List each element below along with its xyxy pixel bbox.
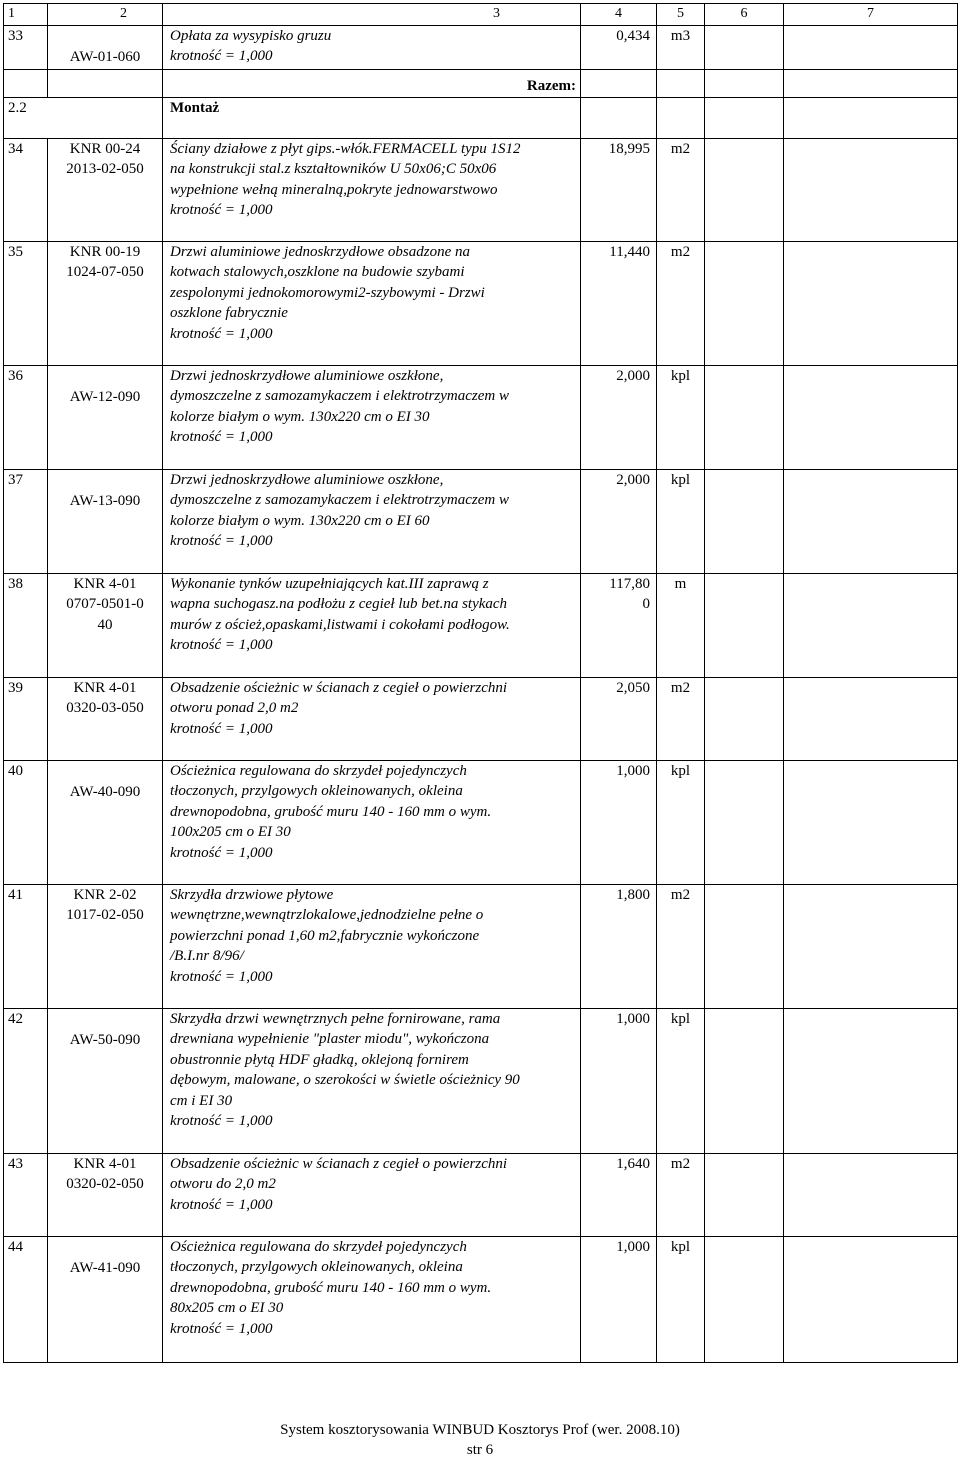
description-line: kolorze białym o wym. 130x220 cm o EI 30 bbox=[170, 408, 430, 425]
description-line: wapna suchogasz.na podłożu z cegieł lub bet.na stykach bbox=[170, 596, 508, 612]
col-number: 1 bbox=[4, 4, 48, 26]
value-cell bbox=[784, 241, 958, 365]
col-number: 7 bbox=[784, 4, 958, 26]
value-cell bbox=[784, 677, 958, 760]
value-cell bbox=[784, 469, 958, 573]
value-cell bbox=[784, 138, 958, 241]
code-line: 1024-07-050 bbox=[66, 264, 144, 280]
description-line: murów z oścież,opaskami,listwami i cokołami podłogow. bbox=[170, 616, 510, 633]
code-line: AW-12-090 bbox=[69, 388, 141, 405]
item-description bbox=[163, 25, 581, 69]
multiplier-line: krotność = 1,000 bbox=[170, 968, 273, 985]
multiplier-line: krotność = 1,000 bbox=[170, 1113, 273, 1129]
item-code bbox=[48, 884, 163, 1008]
item-unit: kpl bbox=[657, 760, 705, 884]
col-number: 4 bbox=[581, 4, 657, 26]
multiplier-line: krotność = 1,000 bbox=[170, 48, 273, 64]
total-label: Razem: bbox=[163, 69, 581, 97]
code-line: 1017-02-050 bbox=[66, 907, 144, 923]
description-line: wewnętrzne,wewnątrzlokalowe,jednodzielne pełne o bbox=[170, 907, 484, 923]
empty-cell bbox=[48, 69, 163, 97]
quantity-line: 2,000 bbox=[616, 367, 650, 384]
code-line: AW-41-090 bbox=[69, 1259, 141, 1276]
table-row bbox=[4, 1236, 958, 1362]
item-description bbox=[163, 365, 581, 469]
description-line: 80x205 cm o EI 30 bbox=[170, 1300, 284, 1316]
code-line: KNR 4-01 bbox=[73, 679, 137, 696]
description-line: tłoczonych, przylgowych okleinowanych, okleina bbox=[170, 783, 463, 799]
item-quantity bbox=[581, 138, 657, 241]
item-description bbox=[163, 884, 581, 1008]
item-number: 44 bbox=[4, 1236, 48, 1362]
multiplier-line: krotność = 1,000 bbox=[170, 1320, 273, 1337]
code-line: 40 bbox=[97, 616, 113, 633]
item-quantity bbox=[581, 25, 657, 69]
item-quantity bbox=[581, 884, 657, 1008]
column-numbers-row bbox=[4, 4, 958, 26]
multiplier-line: krotność = 1,000 bbox=[170, 429, 273, 445]
value-cell bbox=[784, 573, 958, 677]
code-line: KNR 2-02 bbox=[73, 886, 137, 903]
empty-cell bbox=[4, 69, 48, 97]
empty-cell bbox=[784, 97, 958, 138]
item-number: 43 bbox=[4, 1153, 48, 1236]
item-quantity bbox=[581, 760, 657, 884]
description-line: na konstrukcji stal.z kształtowników U 50x06;C 50x06 bbox=[170, 161, 497, 177]
estimate-table bbox=[3, 3, 958, 1363]
description-line: Wykonanie tynków uzupełniających kat.III zaprawą z bbox=[170, 575, 489, 592]
item-number: 33 bbox=[4, 25, 48, 69]
item-description bbox=[163, 469, 581, 573]
item-number: 42 bbox=[4, 1008, 48, 1153]
price-cell bbox=[705, 1153, 784, 1236]
item-code bbox=[48, 138, 163, 241]
price-cell bbox=[705, 1236, 784, 1362]
col-number: 5 bbox=[657, 4, 705, 26]
item-code bbox=[48, 1236, 163, 1362]
code-line: AW-50-090 bbox=[69, 1031, 141, 1048]
quantity-line: 11,440 bbox=[609, 243, 650, 260]
multiplier-line: krotność = 1,000 bbox=[170, 533, 273, 549]
description-line: Obsadzenie ościeżnic w ścianach z cegieł o powierzchni bbox=[170, 679, 508, 696]
price-cell bbox=[705, 760, 784, 884]
item-number: 41 bbox=[4, 884, 48, 1008]
description-line: Ościeżnica regulowana do skrzydeł pojedynczych bbox=[170, 762, 467, 779]
item-code bbox=[48, 573, 163, 677]
code-line: 0707-0501-0 bbox=[66, 596, 144, 612]
item-description bbox=[163, 677, 581, 760]
code-line: AW-13-090 bbox=[69, 492, 141, 509]
description-line: 100x205 cm o EI 30 bbox=[170, 824, 291, 840]
description-line: obustronnie płytą HDF gładką, oklejoną fornirem bbox=[170, 1051, 469, 1068]
quantity-line: 0,434 bbox=[616, 27, 650, 44]
item-unit: m2 bbox=[657, 241, 705, 365]
item-number: 39 bbox=[4, 677, 48, 760]
item-unit: m2 bbox=[657, 677, 705, 760]
table-row bbox=[4, 138, 958, 241]
price-cell bbox=[705, 469, 784, 573]
col-number: 3 bbox=[163, 4, 581, 26]
item-code bbox=[48, 677, 163, 760]
description-line: dymoszczelne z samozamykaczem i elektrotrzymaczem w bbox=[170, 388, 509, 404]
value-cell bbox=[784, 365, 958, 469]
item-description bbox=[163, 138, 581, 241]
quantity-line: 117,80 bbox=[609, 575, 650, 592]
item-code bbox=[48, 241, 163, 365]
item-description bbox=[163, 241, 581, 365]
quantity-line: 1,000 bbox=[616, 1010, 650, 1027]
price-cell bbox=[705, 365, 784, 469]
item-code bbox=[48, 25, 163, 69]
table-row bbox=[4, 677, 958, 760]
item-unit: m2 bbox=[657, 884, 705, 1008]
description-line: /B.I.nr 8/96/ bbox=[170, 948, 244, 964]
item-code bbox=[48, 760, 163, 884]
item-unit: kpl bbox=[657, 365, 705, 469]
section-row bbox=[4, 97, 958, 138]
quantity-line: 18,995 bbox=[608, 140, 650, 157]
item-quantity bbox=[581, 1153, 657, 1236]
item-unit: m bbox=[657, 573, 705, 677]
code-line: KNR 4-01 bbox=[73, 1155, 137, 1172]
item-quantity bbox=[581, 677, 657, 760]
code-line: KNR 00-19 bbox=[69, 243, 141, 260]
description-line: drewnopodobna, grubość muru 140 - 160 mm o wym. bbox=[170, 1279, 492, 1296]
empty-cell bbox=[657, 97, 705, 138]
item-description bbox=[163, 1008, 581, 1153]
description-line: otworu ponad 2,0 m2 bbox=[170, 700, 299, 716]
code-line: KNR 00-24 bbox=[69, 140, 141, 157]
item-unit: kpl bbox=[657, 1008, 705, 1153]
code-line: 0320-03-050 bbox=[66, 700, 144, 716]
empty-cell bbox=[784, 69, 958, 97]
table-row bbox=[4, 1008, 958, 1153]
description-line: dymoszczelne z samozamykaczem i elektrotrzymaczem w bbox=[170, 492, 509, 508]
total-row bbox=[4, 69, 958, 97]
quantity-line: 0 bbox=[642, 596, 650, 612]
description-line: drewnopodobna, grubość muru 140 - 160 mm o wym. bbox=[170, 803, 492, 820]
footer-page-number: str 6 bbox=[466, 1442, 494, 1458]
footer-system: System kosztorysowania WINBUD Kosztorys Prof (wer. 2008.10) bbox=[280, 1422, 680, 1438]
multiplier-line: krotność = 1,000 bbox=[170, 1196, 273, 1213]
section-number: 2.2 bbox=[4, 97, 163, 138]
description-line: Drzwi aluminiowe jednoskrzydłowe obsadzone na bbox=[170, 243, 470, 260]
empty-cell bbox=[657, 69, 705, 97]
quantity-line: 2,050 bbox=[616, 679, 650, 696]
item-unit: m2 bbox=[657, 1153, 705, 1236]
item-number: 34 bbox=[4, 138, 48, 241]
code-line: KNR 4-01 bbox=[73, 575, 137, 592]
item-number: 38 bbox=[4, 573, 48, 677]
item-quantity bbox=[581, 1236, 657, 1362]
item-description bbox=[163, 1236, 581, 1362]
item-quantity bbox=[581, 469, 657, 573]
description-line: kolorze białym o wym. 130x220 cm o EI 60 bbox=[170, 512, 430, 529]
description-line: Opłata za wysypisko gruzu bbox=[170, 27, 332, 44]
empty-cell bbox=[581, 69, 657, 97]
code-line: 2013-02-050 bbox=[66, 161, 144, 177]
item-quantity bbox=[581, 1008, 657, 1153]
value-cell bbox=[784, 1008, 958, 1153]
empty-cell bbox=[581, 97, 657, 138]
item-code bbox=[48, 1153, 163, 1236]
item-unit: m2 bbox=[657, 138, 705, 241]
multiplier-line: krotność = 1,000 bbox=[170, 844, 273, 861]
item-quantity bbox=[581, 365, 657, 469]
table-row bbox=[4, 573, 958, 677]
item-unit: kpl bbox=[657, 1236, 705, 1362]
price-cell bbox=[705, 677, 784, 760]
table-row bbox=[4, 884, 958, 1008]
description-line: Obsadzenie ościeżnic w ścianach z cegieł o powierzchni bbox=[170, 1155, 508, 1172]
item-code bbox=[48, 1008, 163, 1153]
empty-cell bbox=[705, 97, 784, 138]
quantity-line: 1,000 bbox=[616, 1238, 650, 1255]
value-cell bbox=[784, 884, 958, 1008]
table-row bbox=[4, 25, 958, 69]
description-line: Ościeżnica regulowana do skrzydeł pojedynczych bbox=[170, 1238, 467, 1255]
table-row bbox=[4, 469, 958, 573]
price-cell bbox=[705, 25, 784, 69]
item-description bbox=[163, 573, 581, 677]
multiplier-line: krotność = 1,000 bbox=[170, 720, 273, 737]
description-line: otworu do 2,0 m2 bbox=[170, 1176, 276, 1192]
page-footer bbox=[0, 1420, 960, 1460]
price-cell bbox=[705, 138, 784, 241]
multiplier-line: krotność = 1,000 bbox=[170, 325, 273, 342]
description-line: oszklone fabrycznie bbox=[170, 305, 288, 321]
item-number: 40 bbox=[4, 760, 48, 884]
item-quantity bbox=[581, 573, 657, 677]
description-line: drewniana wypełnienie "plaster miodu", wykończona bbox=[170, 1031, 490, 1047]
description-line: Skrzydła drzwiowe płytowe bbox=[170, 886, 334, 903]
item-code bbox=[48, 365, 163, 469]
item-unit: kpl bbox=[657, 469, 705, 573]
description-line: Drzwi jednoskrzydłowe aluminiowe oszkłone, bbox=[170, 367, 444, 384]
price-cell bbox=[705, 241, 784, 365]
item-unit: m3 bbox=[657, 25, 705, 69]
code-line: AW-01-060 bbox=[69, 48, 141, 65]
quantity-line: 1,000 bbox=[616, 762, 650, 779]
multiplier-line: krotność = 1,000 bbox=[170, 637, 273, 653]
item-number: 37 bbox=[4, 469, 48, 573]
table-row bbox=[4, 1153, 958, 1236]
price-cell bbox=[705, 573, 784, 677]
code-line: AW-40-090 bbox=[69, 783, 141, 800]
col-number: 2 bbox=[48, 4, 163, 26]
item-number: 35 bbox=[4, 241, 48, 365]
description-line: Skrzydła drzwi wewnętrznych pełne fornirowane, rama bbox=[170, 1010, 501, 1027]
empty-cell bbox=[705, 69, 784, 97]
quantity-line: 1,800 bbox=[616, 886, 650, 903]
value-cell bbox=[784, 1236, 958, 1362]
value-cell bbox=[784, 760, 958, 884]
description-line: Ściany działowe z płyt gips.-włók.FERMACELL typu 1S12 bbox=[170, 140, 521, 157]
table-row bbox=[4, 760, 958, 884]
item-code bbox=[48, 469, 163, 573]
code-line: 0320-02-050 bbox=[66, 1176, 144, 1192]
description-line: powierzchni ponad 1,60 m2,fabrycznie wykończone bbox=[170, 927, 480, 944]
quantity-line: 2,000 bbox=[616, 471, 650, 488]
description-line: wypełnione wełną mineralną,pokryte jednowarstwowo bbox=[170, 181, 498, 198]
description-line: zespolonymi jednokomorowymi2-szybowymi - Drzwi bbox=[170, 284, 485, 301]
col-number: 6 bbox=[705, 4, 784, 26]
value-cell bbox=[784, 25, 958, 69]
item-number: 36 bbox=[4, 365, 48, 469]
item-description bbox=[163, 1153, 581, 1236]
item-quantity bbox=[581, 241, 657, 365]
description-line: kotwach stalowych,oszklone na budowie szybami bbox=[170, 264, 465, 280]
description-line: dębowym, malowane, o szerokości w świetle ościeżnicy 90 bbox=[170, 1072, 520, 1088]
section-title: Montaż bbox=[163, 97, 581, 138]
table-row bbox=[4, 365, 958, 469]
table-row bbox=[4, 241, 958, 365]
quantity-line: 1,640 bbox=[616, 1155, 650, 1172]
value-cell bbox=[784, 1153, 958, 1236]
multiplier-line: krotność = 1,000 bbox=[170, 202, 273, 218]
description-line: tłoczonych, przylgowych okleinowanych, okleina bbox=[170, 1259, 463, 1275]
price-cell bbox=[705, 884, 784, 1008]
price-cell bbox=[705, 1008, 784, 1153]
description-line: cm i EI 30 bbox=[170, 1092, 233, 1109]
item-description bbox=[163, 760, 581, 884]
description-line: Drzwi jednoskrzydłowe aluminiowe oszkłone, bbox=[170, 471, 444, 488]
